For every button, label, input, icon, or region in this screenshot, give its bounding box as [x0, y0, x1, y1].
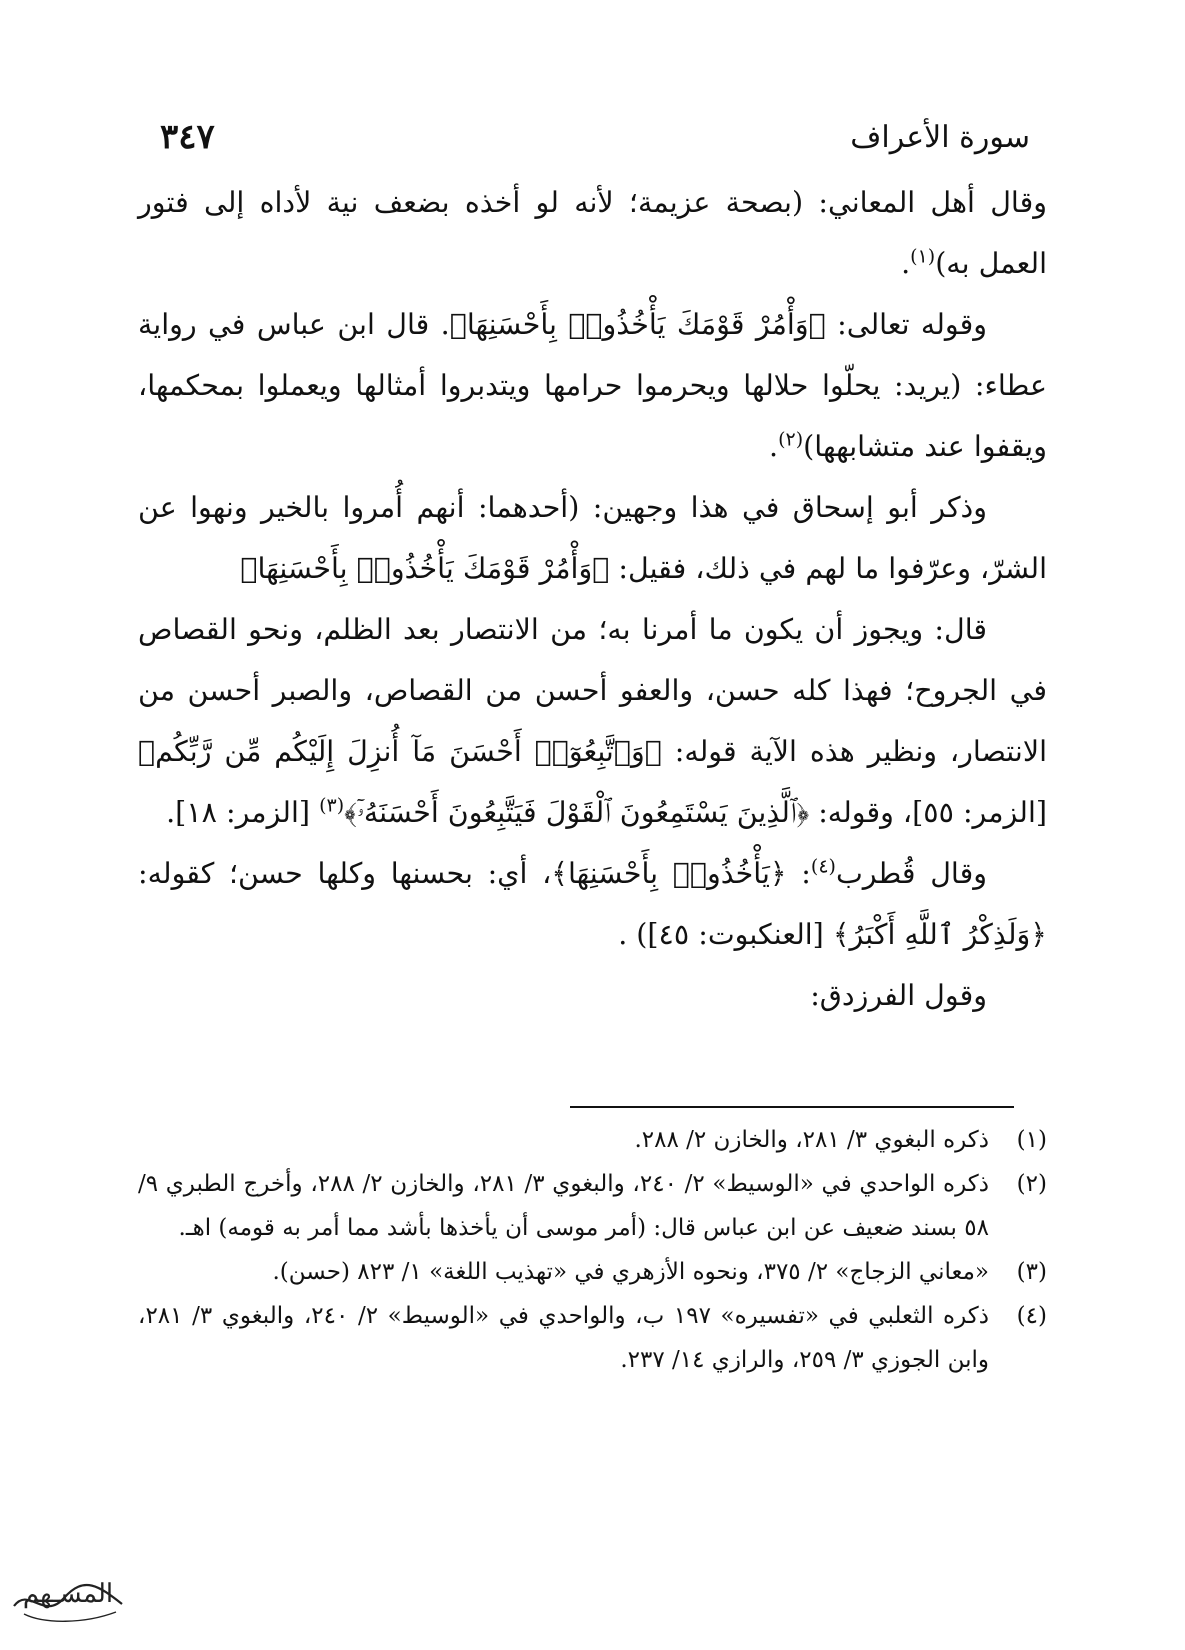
quran-verse: ﴿يَأْخُذُوا۟ بِأَحْسَنِهَا﴾ [551, 857, 787, 890]
page-number: ٣٤٧ [160, 117, 215, 157]
main-text [138, 172, 1047, 1026]
text-run: [الزمر: ٥٥]، وقوله: [809, 796, 1047, 829]
publisher-calligraphy-logo-icon [4, 1566, 132, 1628]
logo-text: المسـهم [22, 1579, 114, 1609]
quran-verse: ﴿وَأْمُرْ قَوْمَكَ يَأْخُذُوا۟ بِأَحْسَنِهَا﴾ [240, 552, 610, 585]
footnote-text: ذكره الواحدي في «الوسيط» ٢/ ٢٤٠، والبغوي ٣/ ٢٨١، والخازن ٢/ ٢٨٨، وأخرج الطبري ٩/ ٥٨ بسند ضعيف عن ابن عباس قال: (أمر موسى أن يأخذها بأشد مما أمر به قومه) اهـ. [138, 1171, 989, 1241]
quran-verse: ﴿وَلَذِكْرُ ٱللَّهِ أَكْبَرُ﴾ [832, 918, 1047, 951]
footnote-number: (٤) [1016, 1303, 1047, 1329]
surah-title: سورة الأعراف [850, 119, 1030, 155]
footnotes [138, 1118, 1047, 1382]
footnote-text: ذكره البغوي ٣/ ٢٨١، والخازن ٢/ ٢٨٨. [634, 1127, 989, 1153]
paragraph [138, 965, 1047, 1026]
text-run: وقول الفرزدق: [810, 979, 987, 1012]
text-run: [الزمر: ١٨]. [166, 796, 320, 829]
footnote-ref: (٣) [319, 794, 345, 817]
quran-verse: ﴿ٱلَّذِينَ يَسْتَمِعُونَ ٱلْقَوْلَ فَيَتَّبِعُونَ أَحْسَنَهُۥٓ﴾ [344, 796, 810, 829]
text-run: وذكر أبو إسحاق في هذا وجهين: (أحدهما: أنهم أُمروا بالخير ونهوا عن الشرّ، وعرّفوا ما لهم في ذلك، فقيل: [138, 491, 1047, 585]
footnote-number: (٢) [1016, 1171, 1047, 1197]
text-run: . قال ابن عباس في رواية عطاء: (يريد: يحلّوا حلالها ويحرموا حرامها ويتدبروا أمثالها ويعملوا بمحكمها، ويقفوا عند متشابهها) [138, 308, 1047, 463]
quran-verse: ﴿وَأْمُرْ قَوْمَكَ يَأْخُذُوا۟ بِأَحْسَنِهَا﴾ [449, 308, 826, 341]
paragraph [138, 599, 1047, 843]
paragraph [138, 477, 1047, 599]
text-run: : [786, 857, 811, 890]
footnote-ref: (٢) [778, 428, 804, 451]
text-run: وقال قُطرب [835, 857, 987, 890]
footnote-ref: (٤) [810, 855, 836, 878]
footnote-item [138, 1250, 1047, 1294]
footnote-text: ذكره الثعلبي في «تفسيره» ١٩٧ ب، والواحدي في «الوسيط» ٢/ ٢٤٠، والبغوي ٣/ ٢٨١، وابن الجوزي ٣/ ٢٥٩، والرازي ١٤/ ٢٣٧. [138, 1303, 989, 1373]
paragraph [138, 172, 1047, 294]
text-run: ، أي: بحسنها وكلها حسن؛ كقوله: [138, 857, 552, 890]
text-run: قال: ويجوز أن يكون ما أمرنا به؛ من الانتصار بعد الظلم، ونحو القصاص في الجروح؛ فهذا كله حسن، والعفو أحسن من القصاص، والصبر أحسن من الانتصار، ونظير هذه الآية قوله: [138, 613, 1047, 768]
footnote-item [138, 1162, 1047, 1250]
footnote-number: (١) [1016, 1127, 1047, 1153]
text-run: وقوله تعالى: [825, 308, 988, 341]
footnote-item [138, 1294, 1047, 1382]
publisher-logo [4, 1566, 132, 1628]
paragraph [138, 843, 1047, 965]
paragraph [138, 294, 1047, 477]
page-header [160, 112, 1030, 162]
footnote-divider [570, 1106, 1014, 1108]
footnote-ref: (١) [910, 245, 936, 268]
footnote-number: (٣) [1016, 1259, 1047, 1285]
quran-verse: ﴿وَٱتَّبِعُوٓا۟ أَحْسَنَ مَآ أُنزِلَ إِلَيْكُم مِّن رَّبِّكُم﴾ [138, 735, 662, 768]
text-run: . [769, 430, 779, 463]
footnote-item [138, 1118, 1047, 1162]
text-run: . [901, 247, 911, 280]
text-run: [العنكبوت: ٤٥]) . [618, 918, 833, 951]
footnote-text: «معاني الزجاج» ٢/ ٣٧٥، ونحوه الأزهري في «تهذيب اللغة» ١/ ٨٢٣ (حسن). [272, 1259, 989, 1285]
text-run: وقال أهل المعاني: (بصحة عزيمة؛ لأنه لو أخذه بضعف نية لأداه إلى فتور العمل به) [138, 186, 1047, 280]
